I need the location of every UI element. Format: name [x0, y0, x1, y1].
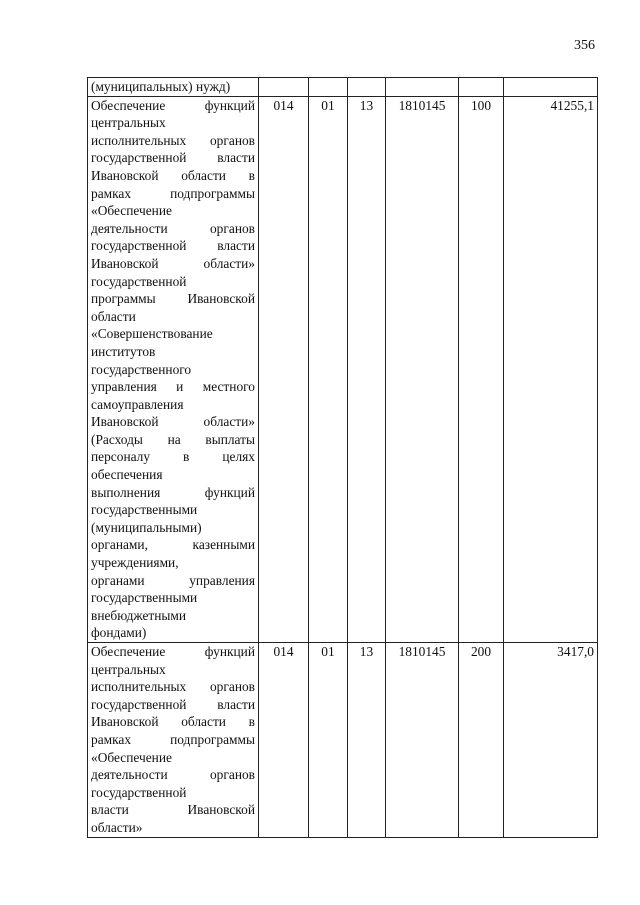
description-line: государственными	[91, 590, 198, 606]
target-article-code	[386, 78, 459, 97]
section-code: 01	[309, 643, 348, 838]
expense-type-code: 200	[459, 643, 504, 838]
description-line: государственной	[91, 784, 187, 800]
amount	[504, 78, 598, 97]
target-article-code: 1810145	[386, 96, 459, 642]
description-line: государственной власти	[91, 696, 255, 712]
description-line: Ивановской области в	[91, 167, 255, 183]
description-line: деятельности органов	[91, 220, 255, 236]
expense-type-code: 100	[459, 96, 504, 642]
description-line: (Расходы на выплаты	[91, 431, 255, 447]
description-line: программы Ивановской	[91, 291, 255, 307]
section-code	[309, 78, 348, 97]
description-line: государственной власти	[91, 238, 255, 254]
budget-table-body	[88, 78, 598, 838]
section-code: 01	[309, 96, 348, 642]
description-line: органами управления	[91, 572, 255, 588]
table-row	[88, 78, 598, 97]
budget-table	[87, 77, 598, 838]
description-line: управления и местного	[91, 379, 255, 395]
description-line: рамках подпрограммы	[91, 731, 255, 747]
description-line: государственного	[91, 361, 192, 377]
description-line: «Обеспечение	[91, 749, 172, 765]
target-article-code: 1810145	[386, 643, 459, 838]
ministry-code: 014	[259, 643, 309, 838]
description-line: (муниципальными)	[91, 519, 202, 535]
description-line: деятельности органов	[91, 767, 255, 783]
description-line: исполнительных органов	[91, 132, 255, 148]
description-line: институтов	[91, 343, 156, 359]
description-line: Ивановской области в	[91, 714, 255, 730]
table-row	[88, 643, 598, 838]
description-line: (муниципальных) нужд)	[91, 79, 231, 94]
ministry-code: 014	[259, 96, 309, 642]
description-line: государственной	[91, 273, 187, 289]
description-line: рамках подпрограммы	[91, 185, 255, 201]
description-line: самоуправления	[91, 396, 184, 412]
ministry-code	[259, 78, 309, 97]
description-line: внебюджетными	[91, 607, 187, 623]
row-description	[88, 643, 259, 838]
description-line: Ивановской области»	[91, 255, 255, 271]
amount: 41255,1	[504, 96, 598, 642]
description-line: исполнительных органов	[91, 679, 255, 695]
description-line: персоналу в целях	[91, 449, 255, 465]
description-line: власти Ивановской	[91, 802, 255, 818]
description-line: Ивановской области»	[91, 414, 255, 430]
row-description	[88, 78, 259, 97]
description-line: области	[91, 308, 136, 324]
description-line: центральных	[91, 661, 166, 677]
description-line: фондами)	[91, 625, 147, 641]
description-line: государственной власти	[91, 150, 255, 166]
subsection-code	[348, 78, 386, 97]
page-number: 356	[574, 38, 595, 53]
description-line: центральных	[91, 115, 166, 131]
description-line: «Обеспечение	[91, 203, 172, 219]
description-line: обеспечения	[91, 467, 163, 483]
description-line: области»	[91, 819, 143, 835]
description-line: Обеспечение функций	[91, 97, 255, 113]
row-description	[88, 96, 259, 642]
description-line: органами, казенными	[91, 537, 255, 553]
expense-type-code	[459, 78, 504, 97]
description-line: выполнения функций	[91, 484, 255, 500]
description-line: «Совершенствование	[91, 326, 213, 342]
subsection-code: 13	[348, 96, 386, 642]
description-line: Обеспечение функций	[91, 644, 255, 659]
subsection-code: 13	[348, 643, 386, 838]
description-line: государственными	[91, 502, 198, 518]
amount: 3417,0	[504, 643, 598, 838]
description-line: учреждениями,	[91, 555, 179, 571]
table-row	[88, 96, 598, 642]
